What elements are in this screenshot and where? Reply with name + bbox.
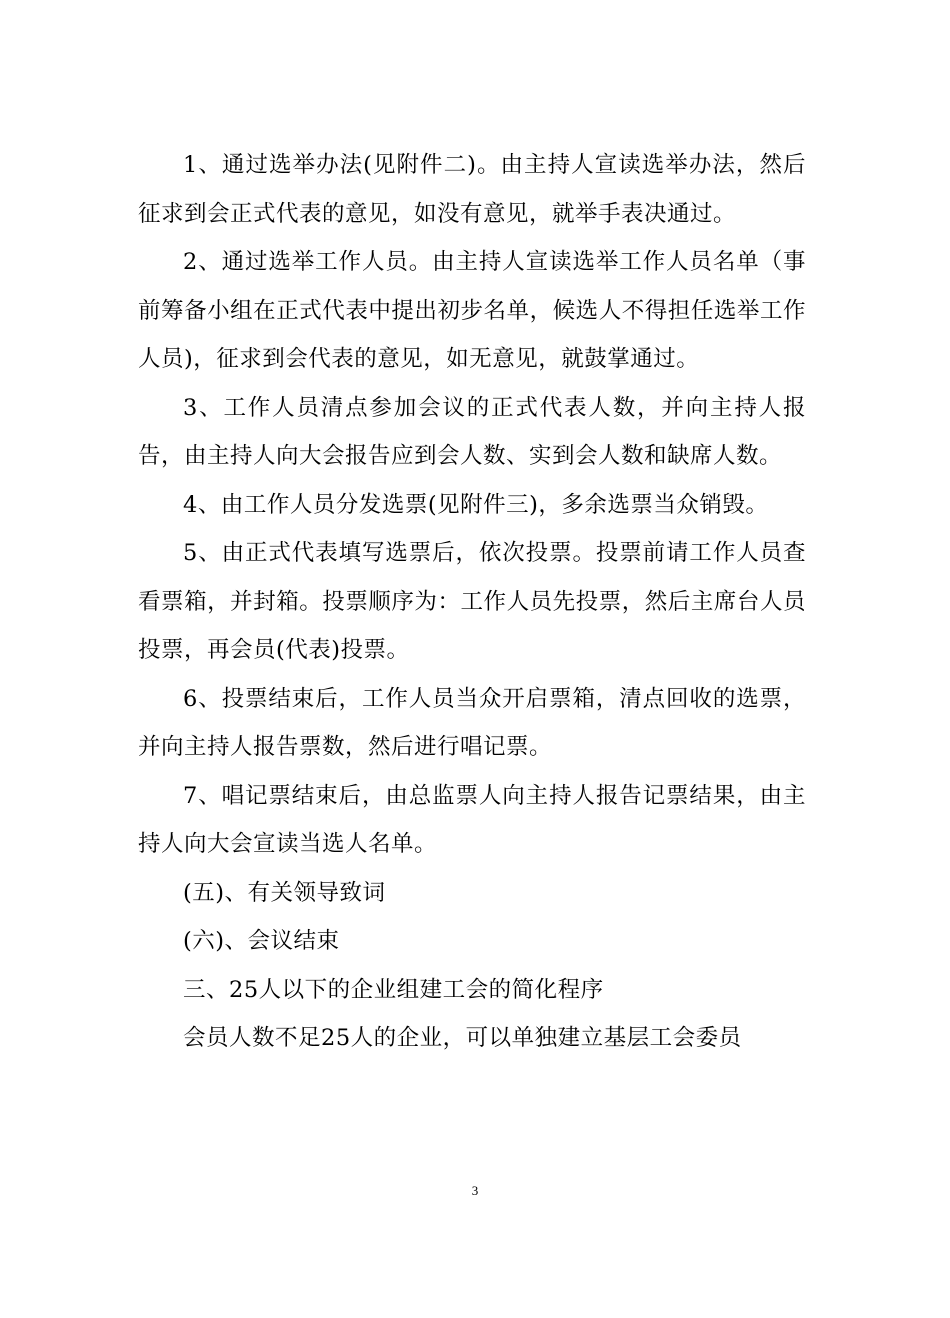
page-number: 3 bbox=[471, 1183, 479, 1198]
paragraph-item-7: 7、唱记票结束后，由总监票人向主持人报告记票结果，由主持人向大会宣读当选人名单。 bbox=[138, 782, 806, 857]
paragraph-item-1: 1、通过选举办法(见附件二)。由主持人宣读选举办法，然后征求到会正式代表的意见，如没有意见，就举手表决通过。 bbox=[138, 152, 806, 227]
paragraph-item-final: 会员人数不足25人的企业，可以单独建立基层工会委员 bbox=[183, 1025, 742, 1051]
paragraph-item-4: 4、由工作人员分发选票(见附件三)，多余选票当众销毁。 bbox=[183, 491, 769, 518]
paragraph-item-3: 3、工作人员清点参加会议的正式代表人数，并向主持人报告，由主持人向大会报告应到会人数、实到会人数和缺席人数。 bbox=[138, 394, 806, 469]
section-three-heading: 三、25人以下的企业组建工会的简化程序 bbox=[183, 976, 604, 1003]
section-five-heading: (五)、有关领导致词 bbox=[183, 879, 386, 906]
paragraph-item-5: 5、由正式代表填写选票后，依次投票。投票前请工作人员查看票箱，并封箱。投票顺序为：工作人员先投票，然后主席台人员投票，再会员(代表)投票。 bbox=[138, 540, 806, 663]
document-body bbox=[138, 141, 806, 1063]
paragraph-item-6: 6、投票结束后，工作人员当众开启票箱，清点回收的选票，并向主持人报告票数，然后进行唱记票。 bbox=[138, 685, 806, 760]
paragraph-item-2: 2、通过选举工作人员。由主持人宣读选举工作人员名单（事前筹备小组在正式代表中提出初步名单，候选人不得担任选举工作人员)，征求到会代表的意见，如无意见，就鼓掌通过。 bbox=[138, 249, 806, 372]
section-six-heading: (六)、会议结束 bbox=[183, 928, 340, 954]
